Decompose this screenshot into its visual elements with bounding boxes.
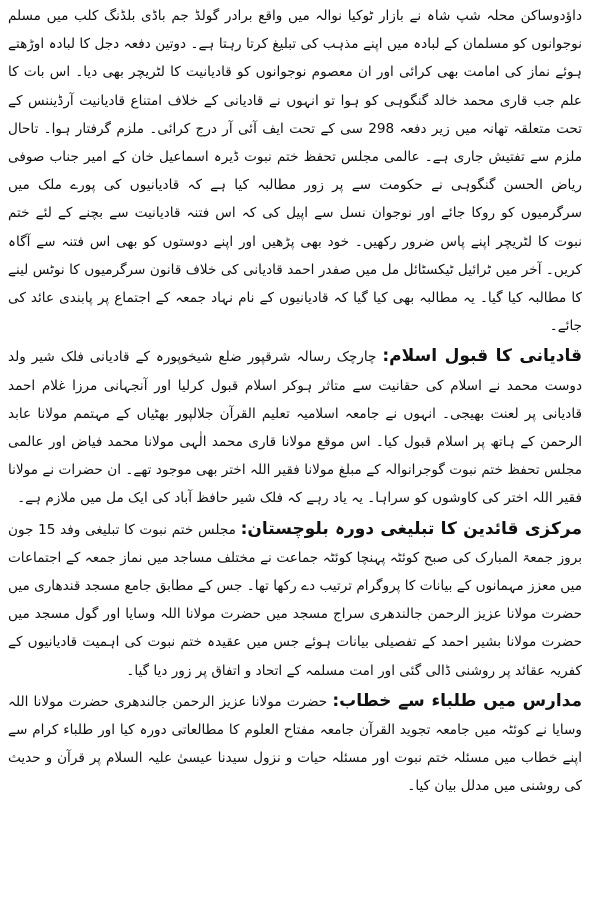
- paragraph-text: حضرت مولانا عزیز الرحمن جالندھری حضرت مولانا اللہ وسایا نے کوئٹہ میں جامعہ تجوید القرآن جامعہ مفتاح العلوم کا مطالعاتی دورہ کیا اور طلباء کرام سے اپنے خطاب میں مسئلہ ختم نبوت اور مسئلہ حیات و نزول سیدنا عیسیٰ علیہ السلام پر قرآن و حدیث کی روشنی میں مدلل بیان کیا۔: [8, 693, 582, 795]
- section-heading-madaris-address: مدارس میں طلباء سے خطاب:: [332, 690, 583, 711]
- section-heading-conversion: قادیانی کا قبول اسلام:: [382, 346, 582, 367]
- paragraph-text: چارچک رسالہ شرقپور ضلع شیخوپورہ کے قادیانی فلک شیر ولد دوست محمد نے اسلام کی حقانیت سے متاثر ہوکر اسلام قبول کرلیا اور آنجہانی مرزا غلام احمد قادیانی پر لعنت بھیجی۔ انہوں نے جامعہ اسلامیہ تعلیم القرآن جلالپور بھٹیاں کے مہتمم مولانا عابد الرحمن کے ہاتھ پر اسلام قبول کیا۔ اس موقع مولانا قاری محمد الٰہی مولانا محمد فیاض اور عالمی مجلس تحفظ ختم نبوت گوجرانوالہ کے مبلغ مولانا فقیر اللہ اختر بھی موجود تھے۔ ان حضرات نے مولانا فقیر اللہ اختر کی کاوشوں کو سراہا۔ یہ یاد رہے کہ فلک شیر حافظ آباد کی ایک مل میں ملازم ہے۔: [8, 349, 582, 507]
- paragraph-text: داؤدوساکن محلہ شپ شاہ نے بازار ٹوکیا نوالہ میں واقع برادر گولڈ جم باڈی بلڈنگ کلب میں مسلم نوجوانوں کو مسلمان کے لبادہ میں اپنے مذہب کی تبلیغ کرتا رہتا ہے۔ دوتین دفعہ دجل کا لبادہ اوڑھتے ہوئے نماز کی امامت بھی کرائی اور ان معصوم نوجوانوں کو قادیانیت کا لٹریچر بھی دیا۔ اس بات کا علم جب قاری محمد خالد گنگوہی کو ہوا تو انہوں نے قادیانی کے خلاف امتناع قادیانیت آرڈیننس کے تحت متعلقہ تھانہ میں زیر دفعہ 298 سی کے تحت ایف آئی آر درج کرائی۔ ملزم گرفتار ہوا۔ تاحال ملزم سے تفتیش جاری ہے۔ عالمی مجلس تحفظ ختم نبوت ڈیرہ اسماعیل خان کے امیر جناب صوفی ریاض الحسن گنگوہی نے حکومت سے پر زور مطالبہ کیا ہے کہ قادیانیوں کی پورے ملک میں سرگرمیوں کو روکا جائے اور نوجوان نسل سے اپیل کی کہ اس فتنہ قادیانیت سے بچنے کے لئے ختم نبوت کا لٹریچر اپنے پاس ضرور رکھیں۔ خود بھی پڑھیں اور اپنے دوستوں کو بھی اس فتنہ سے آگاہ کریں۔ آخر میں ٹرائیل ٹیکسٹائل مل میں صفدر احمد قادیانی کی خلاف قانون سرگرمیوں کا نوٹس لینے کا مطالبہ کیا گیا۔ یہ مطالبہ بھی کیا گیا کہ قادیانیوں کے نام نہاد جمعہ کے اجتماع پر پابندی عائد کی جائے۔: [8, 8, 582, 335]
- paragraph-balochistan-tour: [8, 515, 582, 685]
- section-heading-balochistan-tour: مرکزی قائدین کا تبلیغی دورہ بلوچستان:: [240, 518, 582, 539]
- paragraph-arrest-report: [8, 2, 582, 340]
- paragraph-text: مجلس ختم نبوت کا تبلیغی وفد 15 جون بروز جمعۃ المبارک کی صبح کوئٹہ پہنچا کوئٹہ جماعت نے مختلف مساجد میں نماز جمعہ کے اجتماعات میں معزز مہمانوں کے بیانات کا پروگرام ترتیب دے رکھا تھا۔ جس کے مطابق جامع مسجد قندھاری میں حضرت مولانا عزیز الرحمن جالندھری سراج مسجد میں حضرت مولانا اللہ وسایا اور گول مسجد میں حضرت مولانا بشیر احمد کے تفصیلی بیانات ہوئے جس میں عقیدہ ختم نبوت کی اہمیت قادیانیوں کے کفریہ عقائد پر روشنی ڈالی گئی اور امت مسلمہ کے اتحاد و اتفاق پر زور دیا گیا۔: [8, 521, 582, 679]
- paragraph-conversion-report: [8, 342, 582, 512]
- paragraph-madaris-address: [8, 687, 582, 801]
